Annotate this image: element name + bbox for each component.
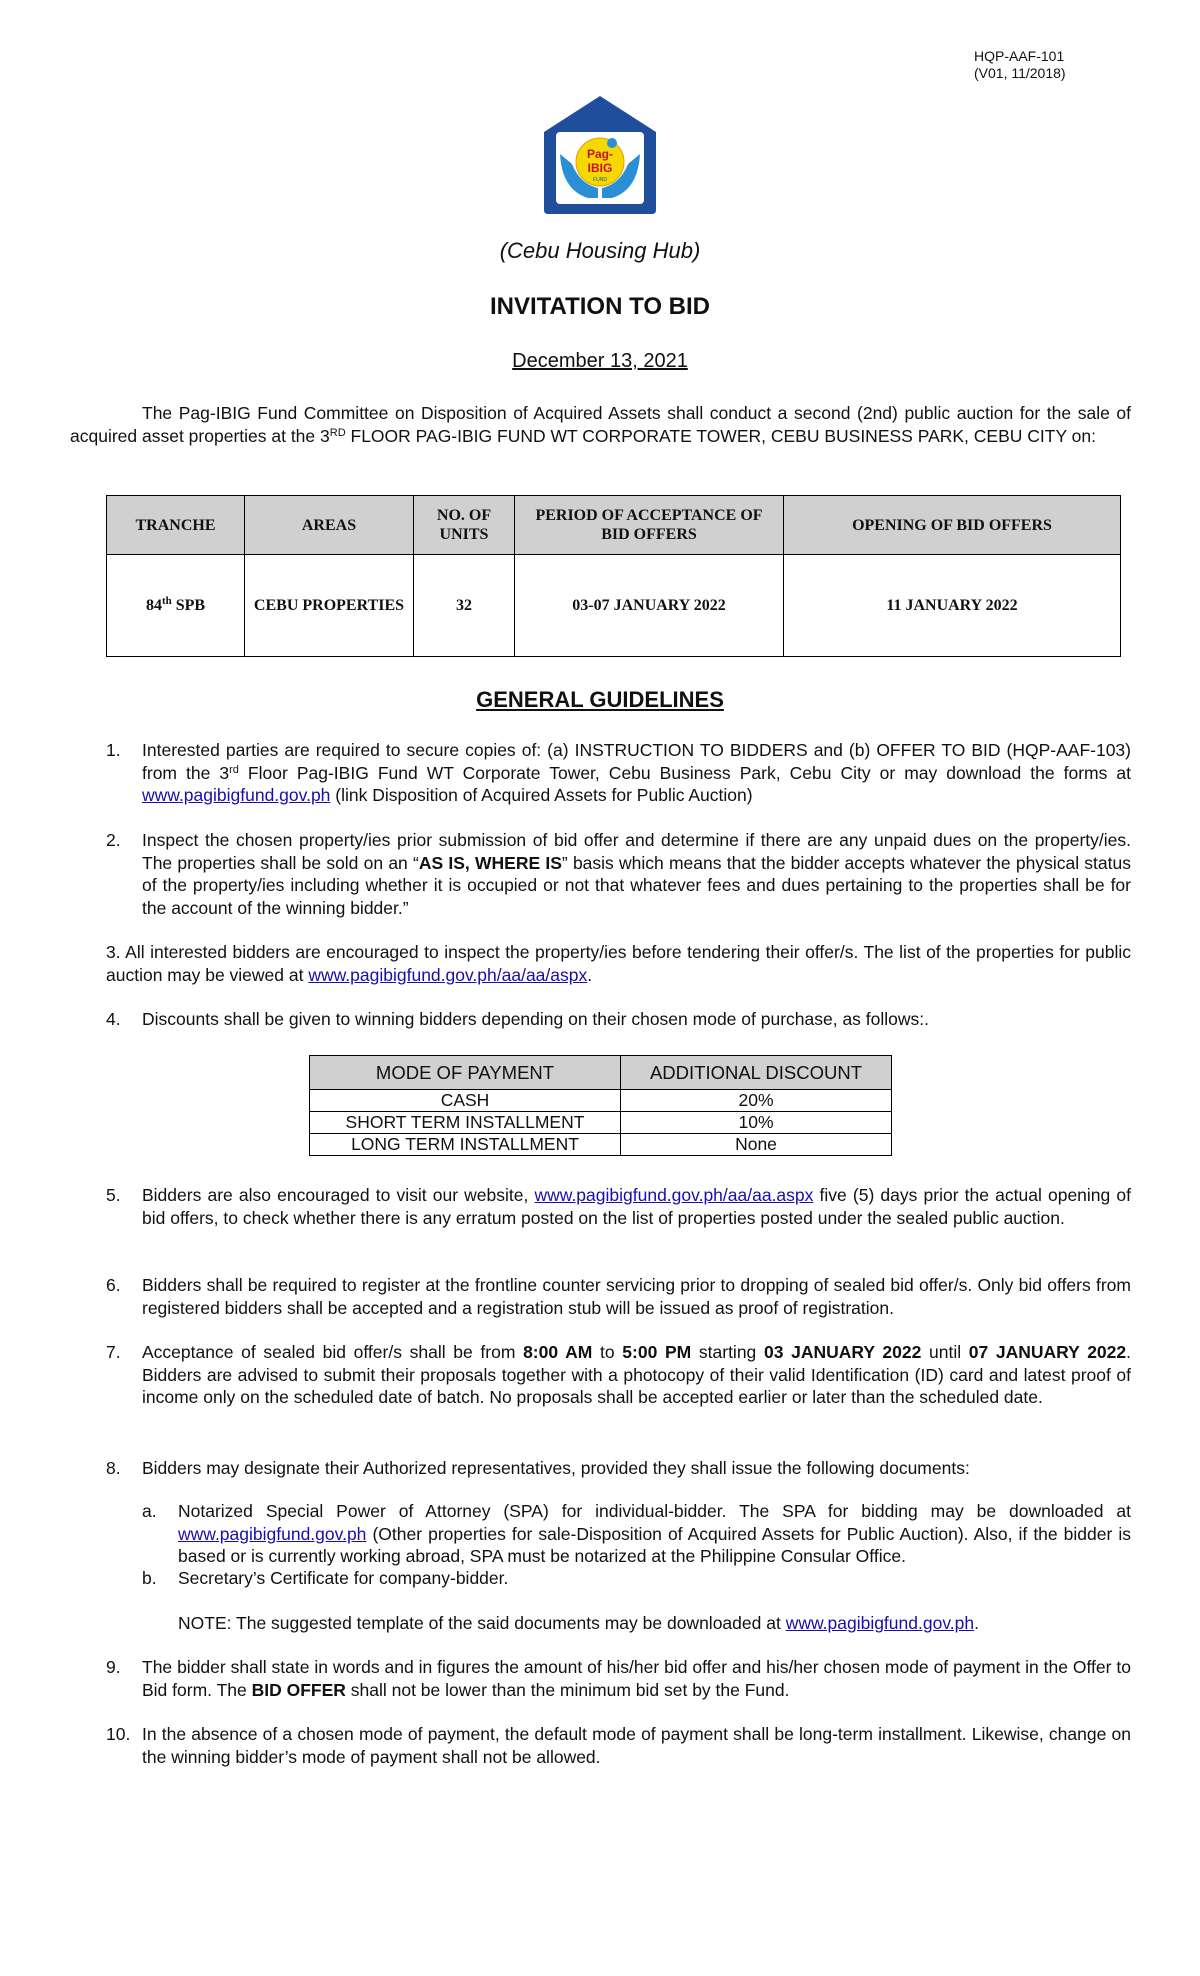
item-number: 7.: [106, 1342, 121, 1362]
cell-discount: 10%: [621, 1112, 892, 1134]
guideline-item-8: 8. Bidders may designate their Authorized representatives, provided they shall issue the following documents:: [106, 1458, 970, 1478]
guideline-item-7: 7. Acceptance of sealed bid offer/s shall be from 8:00 AM to 5:00 PM starting 03 JANUARY 2022 until 07 JANUARY 2022. Bidders are advised to submit their proposals together with a photocopy of their valid Identification (ID) card and latest proof of income only on the scheduled date of batch. No proposals shall be accepted earlier or later than the scheduled date.: [106, 1342, 1131, 1407]
item-number: 3.: [106, 942, 121, 962]
guideline-item-9: 9. The bidder shall state in words and in figures the amount of his/her bid offer and his/her chosen mode of payment in the Offer to Bid form. The BID OFFER shall not be lower than the minimum bid set by the Fund.: [106, 1657, 1131, 1700]
header-additional-discount: ADDITIONAL DISCOUNT: [621, 1056, 892, 1090]
form-code-line2: (V01, 11/2018): [974, 65, 1066, 81]
cell-period: 03-07 JANUARY 2022: [515, 555, 784, 657]
cell-area: CEBU PROPERTIES: [245, 555, 414, 657]
spa-download-link[interactable]: www.pagibigfund.gov.ph: [178, 1523, 367, 1544]
cell-tranche: 84th SPB: [107, 555, 245, 657]
guideline-item-6: 6. Bidders shall be required to register at the frontline counter servicing prior to dropping of sealed bid offer/s. Only bid offers from registered bidders shall be accepted and a registration stub will be issued as proof of registration.: [106, 1275, 1131, 1318]
table-row: [310, 1112, 892, 1134]
header-tranche: TRANCHE: [107, 496, 245, 555]
pagibig-website-link[interactable]: www.pagibigfund.gov.ph: [142, 785, 331, 805]
tranche-table: [106, 495, 1121, 657]
item-letter: a.: [142, 1501, 157, 1521]
cell-discount: 20%: [621, 1090, 892, 1112]
cell-mode: SHORT TERM INSTALLMENT: [310, 1112, 621, 1134]
template-download-link[interactable]: www.pagibigfund.gov.ph: [785, 1613, 975, 1633]
logo-text-pag: Pag-: [586, 147, 614, 161]
page-title: INVITATION TO BID: [490, 293, 710, 320]
header-period: PERIOD OF ACCEPTANCE OF BID OFFERS: [515, 496, 784, 555]
guideline-item-8b: b. Secretary’s Certificate for company-bidder.: [142, 1568, 509, 1588]
item-letter: b.: [142, 1568, 157, 1588]
item-number: 10.: [106, 1724, 131, 1744]
guideline-item-5: 5. Bidders are also encouraged to visit our website, www.pagibigfund.gov.ph/aa/aa.aspx five (5) days prior the actual opening of bid offers, to check whether there is any erratum posted on the list of properties posted under the sealed public auction.: [106, 1185, 1131, 1228]
guideline-item-2: 2. Inspect the chosen property/ies prior submission of bid offer and determine if there are any unpaid dues on the property/ies. The properties shall be sold on an “AS IS, WHERE IS” basis which means that the bidder accepts whatever the physical status of the property/ies including whether it is occupied or not that whatever fees and dues pertaining to the properties shall be for the account of the winning bidder.”: [106, 830, 1131, 918]
cell-mode: CASH: [310, 1090, 621, 1112]
template-note: NOTE: The suggested template of the said documents may be downloaded at www.pagibigfund.gov.ph.: [178, 1613, 979, 1633]
document-date: December 13, 2021: [512, 350, 688, 372]
form-code: [974, 48, 1066, 82]
pag-ibig-logo: [540, 92, 660, 216]
guideline-item-10: 10. In the absence of a chosen mode of payment, the default mode of payment shall be long-term installment. Likewise, change on the winning bidder’s mode of payment shall not be allowed.: [106, 1724, 1131, 1767]
tranche-table-header: [107, 496, 1121, 555]
table-row: [310, 1090, 892, 1112]
housing-hub-label: (Cebu Housing Hub): [499, 238, 701, 263]
header-areas: AREAS: [245, 496, 414, 555]
guidelines-heading: GENERAL GUIDELINES: [476, 687, 724, 712]
header-units: NO. OF UNITS: [414, 496, 515, 555]
item-number: 9.: [106, 1657, 121, 1677]
cell-units: 32: [414, 555, 515, 657]
table-row: [107, 555, 1121, 657]
discount-table: [309, 1055, 892, 1156]
item-number: 5.: [106, 1185, 121, 1205]
cell-mode: LONG TERM INSTALLMENT: [310, 1134, 621, 1156]
intro-paragraph: The Pag-IBIG Fund Committee on Disposition of Acquired Assets shall conduct a second (2nd) public auction for the sale of acquired asset properties at the 3RD FLOOR PAG-IBIG FUND WT CORPORATE TOWER, CEBU BUSINESS PARK, CEBU CITY on:: [70, 403, 1131, 446]
cell-discount: None: [621, 1134, 892, 1156]
cell-opening: 11 JANUARY 2022: [784, 555, 1121, 657]
guideline-item-8a: a. Notarized Special Power of Attorney (SPA) for individual-bidder. The SPA for bidding may be downloaded at www.pagibigfund.gov.ph (Other properties for sale-Disposition of Acquired Assets for Public Auction). Also, if the bidder is based or is currently working abroad, SPA must be notarized at the Philippine Consular Office.: [142, 1501, 1131, 1566]
item-number: 1.: [106, 740, 121, 760]
header-mode-of-payment: MODE OF PAYMENT: [310, 1056, 621, 1090]
guideline-item-3: 3. All interested bidders are encouraged to inspect the property/ies before tendering their offer/s. The list of the properties for public auction may be viewed at www.pagibigfund.gov.ph/aa/aa/aspx.: [106, 942, 1131, 985]
erratum-website-link[interactable]: www.pagibigfund.gov.ph/aa/aa.aspx: [534, 1185, 814, 1205]
property-list-link[interactable]: www.pagibigfund.gov.ph/aa/aa/aspx: [308, 964, 588, 985]
logo-text-fund: FUND: [593, 177, 607, 183]
guideline-item-4: 4. Discounts shall be given to winning bidders depending on their chosen mode of purchase, as follows:.: [106, 1009, 930, 1029]
discount-table-header: [310, 1056, 892, 1090]
table-row: [310, 1134, 892, 1156]
form-code-line1: HQP-AAF-101: [974, 48, 1065, 64]
logo-text-ibig: IBIG: [587, 161, 613, 175]
header-opening: OPENING OF BID OFFERS: [784, 496, 1121, 555]
item-number: 8.: [106, 1458, 121, 1478]
item-number: 2.: [106, 830, 121, 850]
item-number: 4.: [106, 1009, 121, 1029]
guideline-item-1: 1. Interested parties are required to secure copies of: (a) INSTRUCTION TO BIDDERS and (b) OFFER TO BID (HQP-AAF-103) from the 3rd Floor Pag-IBIG Fund WT Corporate Tower, Cebu Business Park, Cebu City or may download the forms at www.pagibigfund.gov.ph (link Disposition of Acquired Assets for Public Auction): [106, 740, 1131, 805]
item-number: 6.: [106, 1275, 121, 1295]
